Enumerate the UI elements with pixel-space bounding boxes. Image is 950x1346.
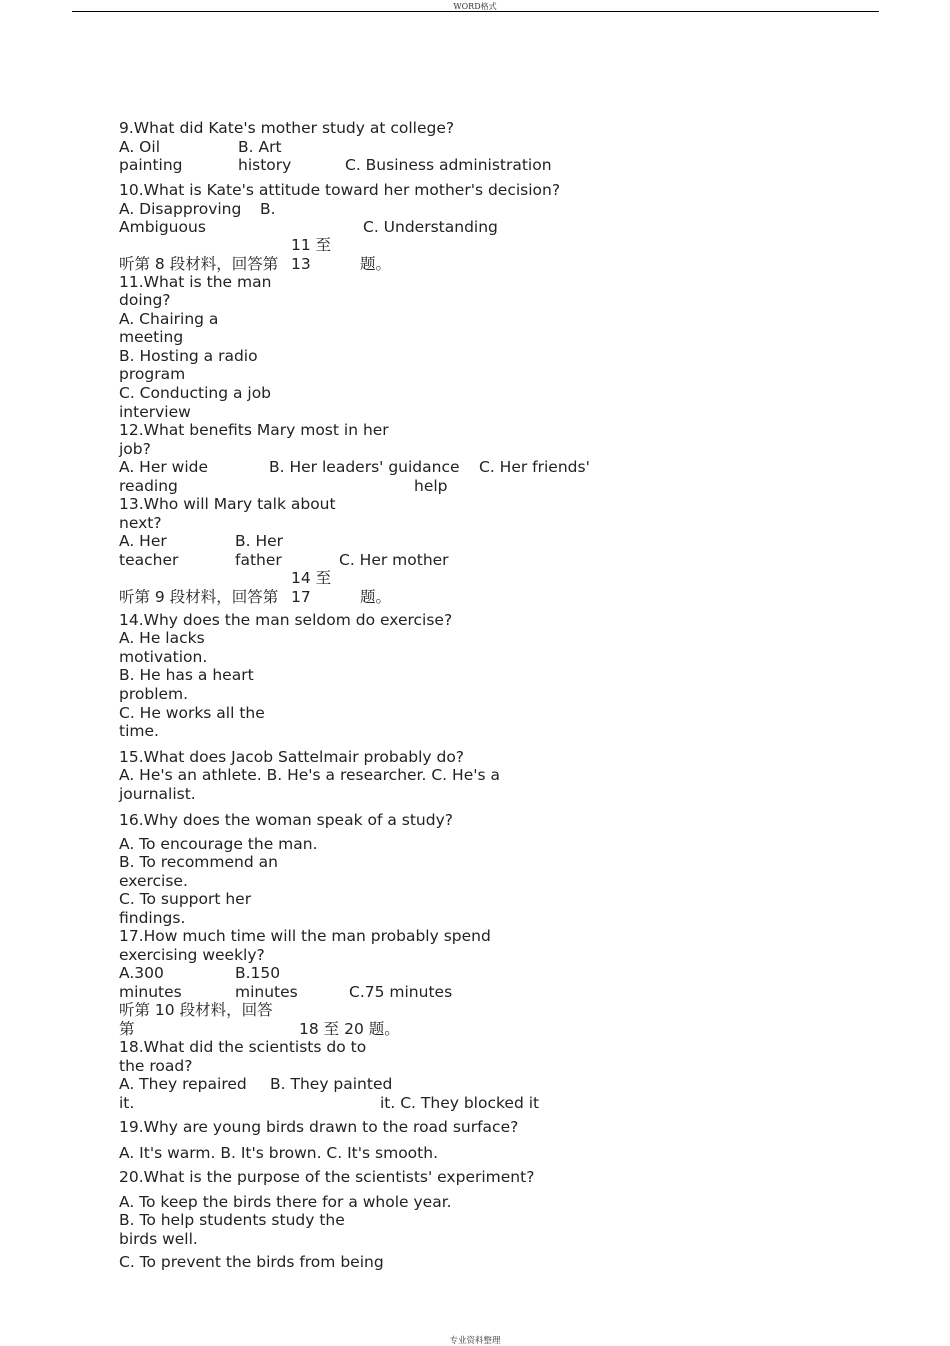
q13-option-a-cont: teacher [119,551,179,569]
q20-option-c: C. To prevent the birds from being [119,1253,384,1271]
q9-option-b: B. Art [238,138,282,156]
section-10-instruction: 听第 10 段材料，回答 [119,1001,273,1019]
question-18-cont: the road? [119,1057,193,1075]
q11-option-b-cont: program [119,365,186,383]
q12-option-b: B. Her leaders' guidance [269,458,460,476]
q14-option-b: B. He has a heart [119,666,254,684]
q15-options-cont: journalist. [119,785,196,803]
q18-option-b: B. They painted [270,1075,393,1093]
q16-option-a: A. To encourage the man. [119,835,318,853]
page-footer: 专业资料整理 [449,1336,501,1346]
question-19: 19.Why are young birds drawn to the road surface? [119,1118,519,1136]
q13-option-c: C. Her mother [339,551,449,569]
q17-option-a: A.300 [119,964,164,982]
q18-option-a-cont: it. [119,1094,135,1112]
question-17-cont: exercising weekly? [119,946,265,964]
q14-option-b-cont: problem. [119,685,189,703]
q11-option-c: C. Conducting a job [119,384,272,402]
q16-option-b: B. To recommend an [119,853,278,871]
section-10-instruction-cont: 第 [119,1020,135,1038]
section-8-range-start: 11 至 [291,236,332,254]
question-12: 12.What benefits Mary most in her [119,421,389,439]
q10-option-c: C. Understanding [363,218,498,236]
q14-option-c: C. He works all the [119,704,265,722]
q9-option-b-cont: history [238,156,292,174]
q20-option-b-cont: birds well. [119,1230,198,1248]
q12-option-c: C. Her friends' [479,458,590,476]
q9-option-a-cont: painting [119,156,183,174]
q11-option-a: A. Chairing a [119,310,219,328]
section-10-range: 18 至 20 题。 [299,1020,400,1038]
q16-option-c-cont: findings. [119,909,186,927]
q19-options: A. It's warm. B. It's brown. C. It's smooth. [119,1144,438,1162]
section-8-range-end: 13 [291,255,311,273]
question-15: 15.What does Jacob Sattelmair probably do? [119,748,465,766]
q14-option-a: A. He lacks [119,629,205,647]
question-13: 13.Who will Mary talk about [119,495,336,513]
q18-option-b-c: it. C. They blocked it [380,1094,540,1112]
question-11-cont: doing? [119,291,171,309]
q10-option-b: B. [260,200,276,218]
question-17: 17.How much time will the man probably spend [119,927,491,945]
q18-option-a: A. They repaired [119,1075,247,1093]
q20-option-b: B. To help students study the [119,1211,345,1229]
question-16: 16.Why does the woman speak of a study? [119,811,453,829]
page-header: WORD格式 [453,2,497,11]
q11-option-a-cont: meeting [119,328,184,346]
q12-option-c-cont: help [414,477,448,495]
q10-option-b-cont: Ambiguous [119,218,206,236]
q16-option-b-cont: exercise. [119,872,188,890]
question-12-cont: job? [119,440,151,458]
q14-option-a-cont: motivation. [119,648,208,666]
question-11: 11.What is the man [119,273,272,291]
q9-option-a: A. Oil [119,138,160,156]
section-9-instruction: 听第 9 段材料，回答第 [119,588,279,606]
section-8-instruction: 听第 8 段材料，回答第 [119,255,279,273]
q16-option-c: C. To support her [119,890,252,908]
q20-option-a: A. To keep the birds there for a whole year. [119,1193,452,1211]
q11-option-c-cont: interview [119,403,191,421]
q13-option-b-cont: father [235,551,282,569]
q17-option-b-cont: minutes [235,983,298,1001]
q9-option-c: C. Business administration [345,156,552,174]
q15-options: A. He's an athlete. B. He's a researcher. C. He's a [119,766,500,784]
question-9: 9.What did Kate's mother study at college? [119,119,455,137]
question-13-cont: next? [119,514,162,532]
q11-option-b: B. Hosting a radio [119,347,258,365]
q13-option-a: A. Her [119,532,167,550]
header-rule [72,11,879,12]
question-14: 14.Why does the man seldom do exercise? [119,611,453,629]
section-9-range-start: 14 至 [291,569,332,587]
section-9-suffix: 题。 [360,588,392,606]
q17-option-c: C.75 minutes [349,983,453,1001]
q14-option-c-cont: time. [119,722,159,740]
section-8-suffix: 题。 [360,255,392,273]
q12-option-a-cont: reading [119,477,178,495]
q17-option-a-cont: minutes [119,983,182,1001]
q17-option-b: B.150 [235,964,281,982]
section-9-range-end: 17 [291,588,311,606]
q12-option-a: A. Her wide [119,458,209,476]
question-20: 20.What is the purpose of the scientists' experiment? [119,1168,535,1186]
question-18: 18.What did the scientists do to [119,1038,367,1056]
question-10: 10.What is Kate's attitude toward her mother's decision? [119,181,561,199]
q10-option-a: A. Disapproving [119,200,242,218]
q13-option-b: B. Her [235,532,284,550]
